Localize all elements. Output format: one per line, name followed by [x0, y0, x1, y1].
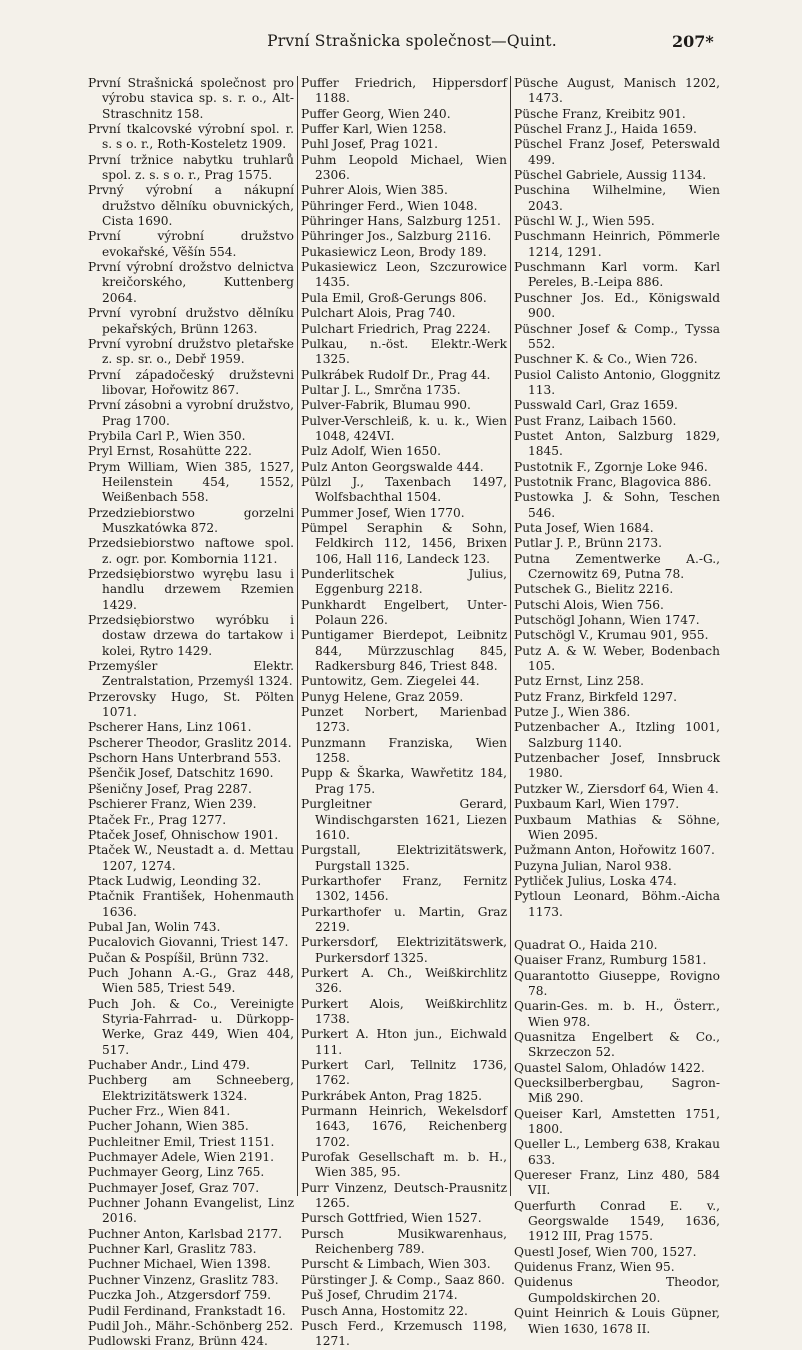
directory-entry: Przedziebiorstwo gorzelni Muszkatówka 872. [88, 505, 294, 535]
directory-entry: Ptaček Josef, Ohnischow 1901. [88, 827, 279, 842]
directory-entry: Quadrat O., Haida 210. [514, 937, 658, 952]
directory-entry: Puschmann Karl vorm. Karl Pereles, B.-Leipa 886. [514, 260, 720, 290]
directory-entry: Purr Vinzenz, Deutsch-Prausnitz 1265. [301, 1180, 507, 1211]
directory-entry: Pustowka J. & Sohn, Teschen 546. [514, 490, 720, 520]
directory-entry: Przemyśler Elektr. Zentralstation, Przemyśl 1324. [88, 659, 294, 689]
directory-entry: Pryl Ernst, Rosahütte 222. [88, 444, 252, 459]
directory-entry: Przedsiębiorstwo wyróbku i dostaw drzewa do tartakow i kolei, Rytro 1429. [88, 613, 294, 658]
directory-entry: První vyrobní družstvo dělníku pekařských, Brünn 1263. [88, 306, 294, 336]
directory-entry: Punzet Norbert, Marienbad 1273. [301, 705, 507, 735]
directory-entry: Puchmayer Josef, Graz 707. [88, 1180, 260, 1195]
directory-entry: Purkert A. Hton jun., Eichwald 111. [301, 1027, 507, 1057]
directory-entry: Pulver-Verschleiß, k. u. k., Wien 1048, 424VI. [301, 413, 507, 443]
page-number: 207* [672, 32, 714, 51]
directory-entry: Pudlowski Franz, Brünn 424. [88, 1334, 268, 1349]
directory-entry: Quidenus Franz, Wien 95. [514, 1260, 675, 1275]
directory-entry: Purkert Carl, Tellnitz 1736, 1762. [301, 1058, 507, 1088]
directory-entry: Pudil Ferdinand, Frankstadt 16. [88, 1303, 286, 1318]
directory-entry: Pusch Ferd., Krzemusch 1198, 1271. [301, 1318, 507, 1349]
directory-entry: Pulchart Alois, Prag 740. [301, 306, 456, 321]
directory-entry: Przedsiębiorstwo wyrębu lasu i handlu drzewem Rzemien 1429. [88, 567, 294, 612]
directory-entry: Püschel Franz J., Haida 1659. [514, 122, 697, 137]
directory-entry: První západočeský družstevni libovar, Hořowitz 867. [88, 367, 294, 397]
directory-entry: Putzenbacher A., Itzling 1001, Salzburg 1140. [514, 720, 720, 750]
directory-entry: Pümpel Seraphin & Sohn, Feldkirch 112, 1456, Brixen 106, Hall 116, Landeck 123. [301, 520, 507, 566]
directory-entry: Pulkrábek Rudolf Dr., Prag 44. [301, 367, 491, 382]
directory-entry: Puchberg am Schneeberg, Elektrizitätswerk 1324. [88, 1073, 294, 1103]
directory-entry: Pulchart Friedrich, Prag 2224. [301, 321, 491, 336]
directory-entry: Quidenus Theodor, Gumpoldskirchen 20. [514, 1275, 720, 1305]
directory-entry: Püsche August, Manisch 1202, 1473. [514, 76, 720, 106]
directory-entry: Pühringer Jos., Salzburg 2116. [301, 229, 492, 244]
directory-entry: Pucher Frz., Wien 841. [88, 1104, 231, 1119]
directory-entry: Purscht & Limbach, Wien 303. [301, 1257, 491, 1272]
directory-entry: Putz A. & W. Weber, Bodenbach 105. [514, 643, 720, 674]
directory-entry: Purmann Heinrich, Wekelsdorf 1643, 1676, Reichenberg 1702. [301, 1104, 507, 1149]
directory-entry: Pucher Johann, Wien 385. [88, 1119, 249, 1134]
directory-entry: Pschorn Hans Unterbrand 553. [88, 751, 282, 766]
directory-entry: Puchaber Andr., Lind 479. [88, 1058, 250, 1072]
directory-entry: Quastel Salom, Ohladów 1422. [514, 1060, 705, 1075]
directory-entry: Puxbaum Mathias & Söhne, Wien 2095. [514, 812, 720, 842]
directory-entry: Purkersdorf, Elektrizitätswerk, Purkersdorf 1325. [301, 935, 507, 965]
directory-entry: Pytloun Leonard, Böhm.-Aicha 1173. [514, 889, 720, 919]
column-divider [297, 76, 298, 1196]
directory-entry: Puch Joh. & Co., Vereinigte Styria-Fahrrad- u. Dürkopp-Werke, Graz 449, Wien 404, 517. [88, 996, 294, 1057]
directory-entry: Prym William, Wien 385, 1527, Heilenstein 454, 1552, Weißenbach 558. [88, 459, 294, 505]
directory-entry: Purkrábek Anton, Prag 1825. [301, 1088, 482, 1103]
directory-entry: Püsche Franz, Kreibitz 901. [514, 106, 686, 121]
column-2 [301, 76, 507, 1349]
directory-entry: Püschel Gabriele, Aussig 1134. [514, 168, 707, 183]
directory-entry: Quaiser Franz, Rumburg 1581. [514, 953, 707, 968]
directory-entry: Puhl Josef, Prag 1021. [301, 137, 439, 152]
directory-entry: První výrobní družstvo evokařské, Věšín 554. [88, 229, 294, 259]
directory-entry: Puntowitz, Gem. Ziegelei 44. [301, 674, 480, 689]
directory-entry: První tkalcovské výrobní spol. r. s. s o. r., Roth-Kosteletz 1909. [88, 122, 294, 152]
directory-entry: Punkhardt Engelbert, Unter-Polaun 226. [301, 597, 507, 628]
section-gap [514, 920, 720, 938]
directory-entry: Pühringer Ferd., Wien 1048. [301, 198, 478, 213]
directory-entry: Ptaček Fr., Prag 1277. [88, 812, 227, 827]
directory-entry: Pülzl J., Taxenbach 1497, Wolfsbachthal 1504. [301, 474, 507, 505]
directory-entry: První vyrobní družstvo pletařske z. sp. sr. o., Debř 1959. [88, 336, 294, 367]
directory-entry: Pustotnik Franc, Blagovica 886. [514, 474, 712, 489]
directory-entry: Pudil Joh., Mähr.-Schönberg 252. [88, 1318, 294, 1333]
directory-entry: Queiser Karl, Amstetten 1751, 1800. [514, 1106, 720, 1137]
directory-entry: Przedsiebiorstwo naftowe spol. z. ogr. por. Kombornia 1121. [88, 536, 294, 566]
directory-entry: Putschögl Johann, Wien 1747. [514, 613, 700, 628]
directory-entry: Quint Heinrich & Louis Güpner, Wien 1630, 1678 II. [514, 1306, 720, 1336]
directory-entry: Pupp & Škarka, Wawřetitz 184, Prag 175. [301, 766, 507, 796]
directory-entry: Puchner Michael, Wien 1398. [88, 1257, 271, 1272]
directory-entry: Pust Franz, Laibach 1560. [514, 413, 677, 428]
directory-entry: Pukasiewicz Leon, Brody 189. [301, 244, 487, 259]
directory-entry: Püschel Franz Josef, Peterswald 499. [514, 137, 720, 167]
directory-entry: Puxbaum Karl, Wien 1797. [514, 797, 680, 812]
directory-entry: Pytliček Julius, Loska 474. [514, 873, 677, 888]
directory-entry: Puffer Karl, Wien 1258. [301, 122, 447, 137]
directory-entry: Quereser Franz, Linz 480, 584 VII. [514, 1168, 720, 1198]
directory-entry: Pucalovich Giovanni, Triest 147. [88, 935, 289, 950]
directory-entry: Puffer Friedrich, Hippersdorf 1188. [301, 76, 507, 106]
directory-entry: Putze J., Wien 386. [514, 705, 631, 720]
directory-entry: Purkert Alois, Weißkirchlitz 1738. [301, 996, 507, 1026]
directory-entry: Quecksilberbergbau, Sagron-Miß 290. [514, 1076, 720, 1106]
directory-entry: Purkert A. Ch., Weißkirchlitz 326. [301, 965, 507, 996]
directory-entry: Putschi Alois, Wien 756. [514, 597, 664, 612]
directory-entry: Putz Franz, Birkfeld 1297. [514, 689, 678, 704]
directory-entry: Pschierer Franz, Wien 239. [88, 797, 257, 812]
directory-entry: Questl Josef, Wien 700, 1527. [514, 1244, 697, 1259]
directory-entry: Puzyna Julian, Narol 938. [514, 858, 672, 873]
directory-entry: Puchmayer Georg, Linz 765. [88, 1165, 265, 1180]
directory-entry: Pulver-Fabrik, Blumau 990. [301, 398, 471, 413]
directory-entry: Ptaček W., Neustadt a. d. Mettau 1207, 1274. [88, 843, 294, 873]
directory-entry: Ptack Ludwig, Leonding 32. [88, 873, 262, 888]
directory-entry: Punyg Helene, Graz 2059. [301, 689, 464, 704]
directory-entry: Puchner Johann Evangelist, Linz 2016. [88, 1196, 294, 1226]
directory-entry: Querfurth Conrad E. v., Georgswalde 1549, 1636, 1912 III, Prag 1575. [514, 1198, 720, 1244]
directory-entry: Pühringer Hans, Salzburg 1251. [301, 214, 501, 229]
directory-entry: První tržnice nabytku truhlarů spol. z. s. s o. r., Prag 1575. [88, 152, 294, 183]
directory-entry: Pšeničny Josef, Prag 2287. [88, 781, 252, 796]
directory-entry: Puntigamer Bierdepot, Leibnitz 844, Mürzzuschlag 845, Radkersburg 846, Triest 848. [301, 628, 507, 674]
directory-entry: Puschmann Heinrich, Pömmerle 1214, 1291. [514, 229, 720, 259]
directory-entry: Putschögl V., Krumau 901, 955. [514, 628, 709, 643]
directory-entry: Puta Josef, Wien 1684. [514, 520, 654, 535]
directory-entry: Pustotnik F., Zgornje Loke 946. [514, 459, 708, 474]
directory-entry: Putzenbacher Josef, Innsbruck 1980. [514, 751, 720, 781]
directory-entry: Püschner Josef & Comp., Tyssa 552. [514, 321, 720, 351]
directory-entry: Pužmann Anton, Hořowitz 1607. [514, 843, 715, 858]
directory-entry: Pulkau, n.-öst. Elektr.-Werk 1325. [301, 336, 507, 367]
directory-entry: Quarin-Ges. m. b. H., Österr., Wien 978. [514, 999, 720, 1029]
directory-entry: Puschina Wilhelmine, Wien 2043. [514, 183, 720, 213]
directory-entry: První výrobní drožstvo delnictva kreičorského, Kuttenberg 2064. [88, 260, 294, 305]
directory-entry: Punzmann Franziska, Wien 1258. [301, 735, 507, 766]
directory-entry: Puchmayer Adele, Wien 2191. [88, 1150, 275, 1165]
directory-entry: Pusswald Carl, Graz 1659. [514, 398, 678, 413]
directory-entry: Putlar J. P., Brünn 2173. [514, 536, 662, 551]
column-divider [510, 76, 511, 1196]
directory-entry: Pula Emil, Groß-Gerungs 806. [301, 290, 487, 305]
directory-entry: Puschner K. & Co., Wien 726. [514, 352, 698, 367]
directory-entry: Purofak Gesellschaft m. b. H., Wien 385, 95. [301, 1150, 507, 1180]
page-header [0, 32, 802, 58]
directory-entry: Pulz Adolf, Wien 1650. [301, 444, 441, 459]
directory-entry: Puczka Joh., Atzgersdorf 759. [88, 1288, 272, 1303]
directory-entry: Pukasiewicz Leon, Szczurowice 1435. [301, 260, 507, 290]
directory-entry: Puffer Georg, Wien 240. [301, 106, 451, 121]
directory-entry: Prybila Carl P., Wien 350. [88, 428, 246, 443]
directory-entry: Pustet Anton, Salzburg 1829, 1845. [514, 428, 720, 459]
directory-entry: Pscherer Hans, Linz 1061. [88, 720, 252, 735]
directory-entry: Pürstinger J. & Comp., Saaz 860. [301, 1272, 505, 1287]
column-3 [514, 76, 720, 1336]
directory-entry: Putzker W., Ziersdorf 64, Wien 4. [514, 781, 719, 796]
directory-entry: Queller L., Lemberg 638, Krakau 633. [514, 1137, 720, 1167]
directory-entry: Puchleitner Emil, Triest 1151. [88, 1134, 275, 1149]
directory-entry: Purkarthofer u. Martin, Graz 2219. [301, 904, 507, 934]
directory-entry: Ptačnik František, Hohenmauth 1636. [88, 889, 294, 919]
directory-entry: Puchner Anton, Karlsbad 2177. [88, 1226, 282, 1241]
directory-entry: Puhrer Alois, Wien 385. [301, 183, 448, 198]
directory-entry: Pulz Anton Georgswalde 444. [301, 459, 484, 474]
directory-entry: Pusch Anna, Hostomitz 22. [301, 1303, 468, 1318]
running-title: První Strašnicka společnost—Quint. [267, 32, 557, 50]
directory-entry: Putna Zementwerke A.-G., Czernowitz 69, Putna 78. [514, 551, 720, 581]
directory-entry: Pultar J. L., Smrčna 1735. [301, 382, 461, 397]
directory-entry: Puchner Vinzenz, Graslitz 783. [88, 1272, 279, 1287]
directory-entry: Prvný výrobní a nákupní družstvo dělníku obuvnických, Cista 1690. [88, 183, 294, 229]
directory-entry: Pursch Gottfried, Wien 1527. [301, 1211, 482, 1226]
directory-entry: Pusiol Calisto Antonio, Gloggnitz 113. [514, 367, 720, 397]
directory-entry: Puschner Jos. Ed., Königswald 900. [514, 290, 720, 321]
directory-entry: Pummer Josef, Wien 1770. [301, 505, 465, 520]
directory-entry: Pursch Musikwarenhaus, Reichenberg 789. [301, 1226, 507, 1257]
directory-entry: První Strašnická společnost pro výrobu stavica sp. s. r. o., Alt-Straschnitz 158. [88, 76, 294, 121]
directory-entry: Puchner Karl, Graslitz 783. [88, 1242, 257, 1257]
directory-entry: Putschek G., Bielitz 2216. [514, 582, 674, 597]
directory-entry: Puhm Leopold Michael, Wien 2306. [301, 152, 507, 183]
directory-entry: Puš Josef, Chrudim 2174. [301, 1288, 458, 1303]
directory-entry: Purgleitner Gerard, Windischgarsten 1621, Liezen 1610. [301, 797, 507, 842]
directory-entry: Puch Johann A.-G., Graz 448, Wien 585, Triest 549. [88, 965, 294, 996]
directory-entry: Przerovsky Hugo, St. Pölten 1071. [88, 689, 294, 720]
directory-entry: Pšenčik Josef, Datschitz 1690. [88, 766, 274, 781]
column-1 [88, 76, 294, 1349]
directory-entry: Putz Ernst, Linz 258. [514, 674, 644, 689]
directory-entry: Punderlitschek Julius, Eggenburg 2218. [301, 567, 507, 597]
directory-entry: Quarantotto Giuseppe, Rovigno 78. [514, 968, 720, 998]
directory-entry: Püschl W. J., Wien 595. [514, 214, 655, 229]
directory-entry: Pučan & Pospíšil, Brünn 732. [88, 950, 269, 965]
directory-entry: Quasnitza Engelbert & Co., Skrzeczon 52. [514, 1029, 720, 1060]
directory-entry: Purkarthofer Franz, Fernitz 1302, 1456. [301, 873, 507, 904]
directory-entry: Pscherer Theodor, Graslitz 2014. [88, 735, 292, 750]
directory-entry: Pubal Jan, Wolin 743. [88, 919, 221, 934]
directory-entry: Purgstall, Elektrizitätswerk, Purgstall 1325. [301, 843, 507, 873]
directory-entry: První zásobni a vyrobní družstvo, Prag 1700. [88, 398, 294, 428]
